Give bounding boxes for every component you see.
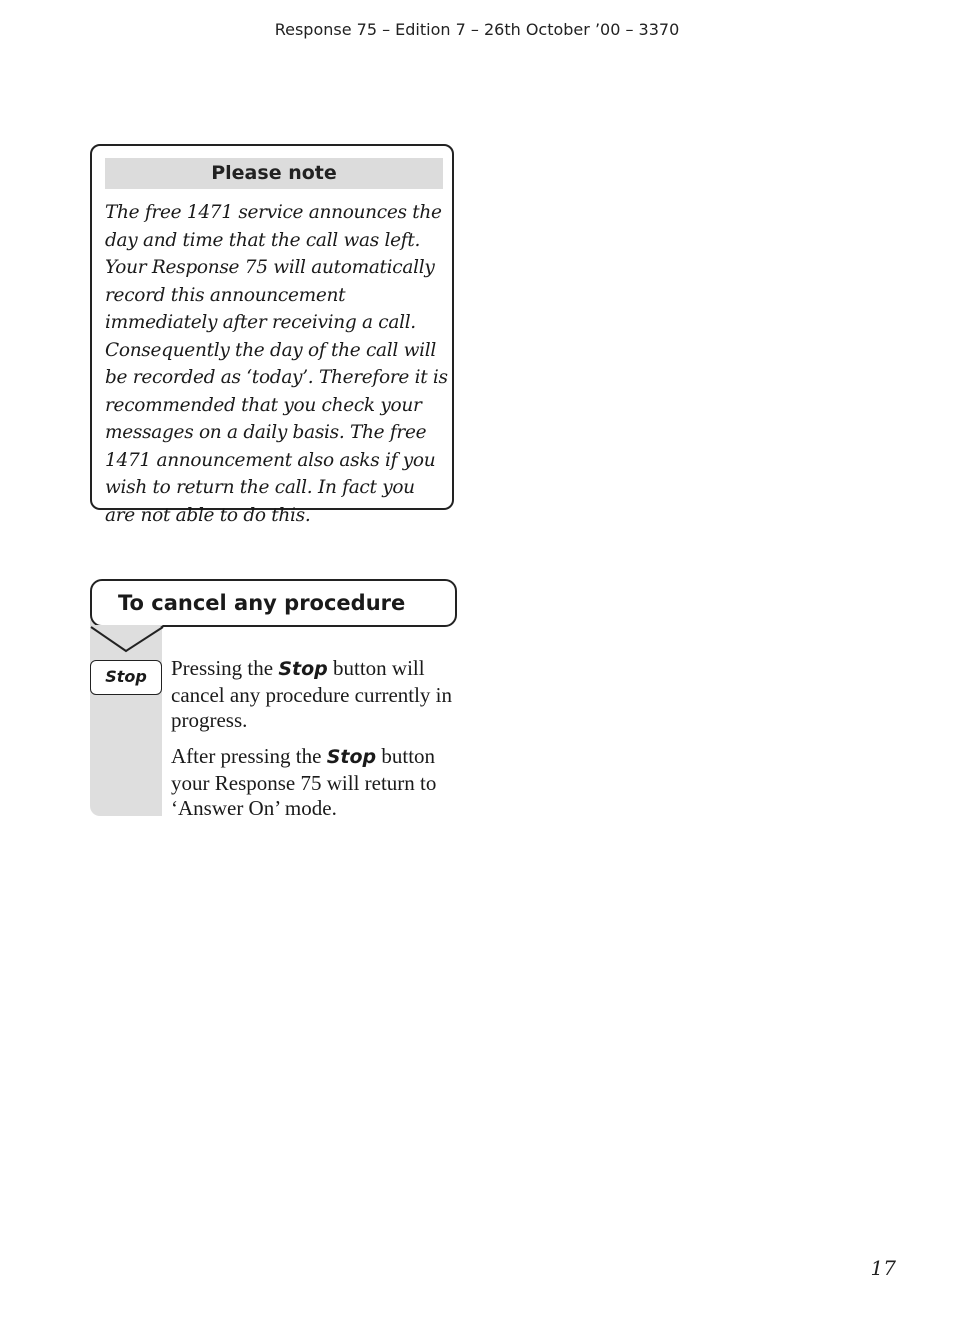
procedure-heading-box: [90, 579, 457, 627]
p2-text-before: After pressing the: [171, 744, 327, 768]
p2-stop-word: Stop: [326, 746, 377, 768]
please-note-text: The free 1471 service announces the day and time that the call was left. Your Response 75 will automatically record this announcement immediately after receiving a call. Consequently the day of the call will be recorded as ‘today’. Therefore it is recommended that you check your messages on a daily basis. The free 1471 announcement also asks if you wish to return the call. In fact you are not able to do this.: [105, 202, 448, 526]
p1-stop-word: Stop: [278, 658, 328, 680]
p1-text-before: Pressing the: [171, 656, 279, 680]
running-header: Response 75 – Edition 7 – 26th October ’00 – 3370: [274, 20, 680, 39]
page-number: 17: [870, 1256, 896, 1280]
please-note-title: Please note: [105, 158, 443, 189]
procedure-title: To cancel any procedure: [118, 591, 406, 615]
please-note-box: [90, 144, 454, 526]
procedure-paragraph-2: [171, 744, 466, 822]
procedure-paragraph-1: [171, 656, 466, 734]
p2-text-after: button your Response 75 will return to ‘Answer On’ mode.: [171, 744, 437, 820]
heading-pointer: [90, 625, 164, 653]
p1-text-after: button will cancel any procedure currently in progress.: [171, 656, 453, 732]
stop-key-icon: Stop: [90, 660, 162, 695]
